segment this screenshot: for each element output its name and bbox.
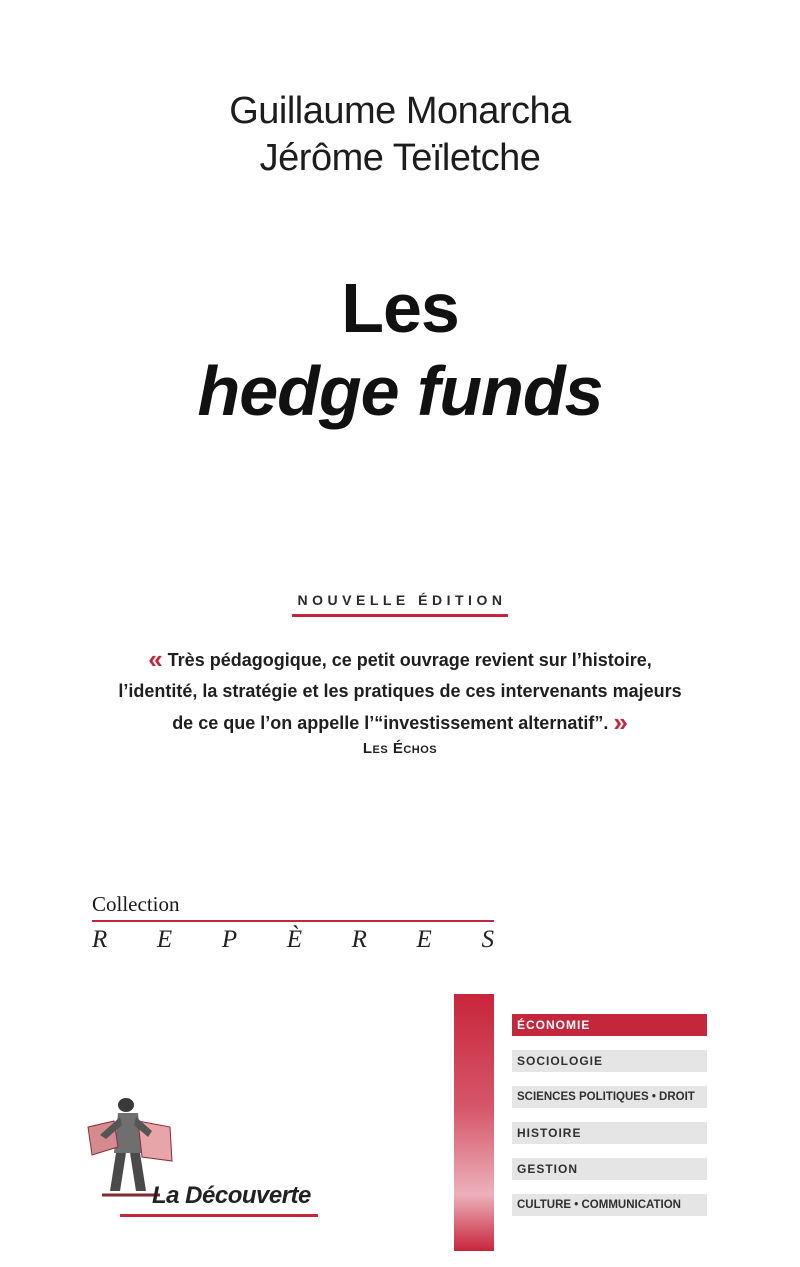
publisher-underline	[120, 1214, 318, 1217]
edition-banner	[0, 590, 800, 617]
collection-letter: P	[221, 926, 238, 953]
close-quote-mark: »	[613, 707, 628, 737]
author-name: Guillaume Monarcha	[229, 90, 571, 132]
topic-sciences-politiques-droit: SCIENCES POLITIQUES • DROIT	[512, 1086, 707, 1108]
topic-economie: ÉCONOMIE	[512, 1014, 707, 1036]
collection-letter: È	[286, 926, 302, 953]
collection-letter: R	[92, 926, 108, 953]
collection-letter: S	[481, 926, 494, 953]
topic-list	[512, 1014, 707, 1230]
topic-histoire: HISTOIRE	[512, 1122, 707, 1144]
title-line-2: hedge funds	[197, 352, 603, 430]
collection-block	[92, 890, 494, 956]
edition-label: NOUVELLE ÉDITION	[292, 590, 509, 617]
quote-source: Les Échos	[362, 740, 438, 757]
collection-letter: R	[351, 926, 367, 953]
author-name: Jérôme Teïletche	[259, 137, 541, 179]
publisher-name: La Découverte	[152, 1182, 311, 1209]
collection-label: Collection	[92, 890, 494, 922]
decorative-red-bar	[454, 994, 494, 1251]
book-title	[0, 266, 800, 432]
quote-line: Très pédagogique, ce petit ouvrage revient sur l’histoire,	[167, 650, 652, 670]
title-line-1: Les	[341, 269, 459, 347]
open-quote-mark: «	[148, 644, 163, 674]
collection-letter: E	[416, 926, 432, 953]
collection-name	[92, 924, 494, 956]
press-quote	[90, 644, 710, 759]
topic-gestion: GESTION	[512, 1158, 707, 1180]
quote-line: de ce que l’on appelle l’“investissement alternatif”.	[172, 713, 609, 733]
topic-culture-communication: CULTURE • COMMUNICATION	[512, 1194, 707, 1216]
authors-block	[0, 88, 800, 182]
quote-line: l’identité, la stratégie et les pratiques de ces intervenants majeurs	[118, 681, 682, 701]
topic-sociologie: SOCIOLOGIE	[512, 1050, 707, 1072]
collection-letter: E	[156, 926, 173, 953]
